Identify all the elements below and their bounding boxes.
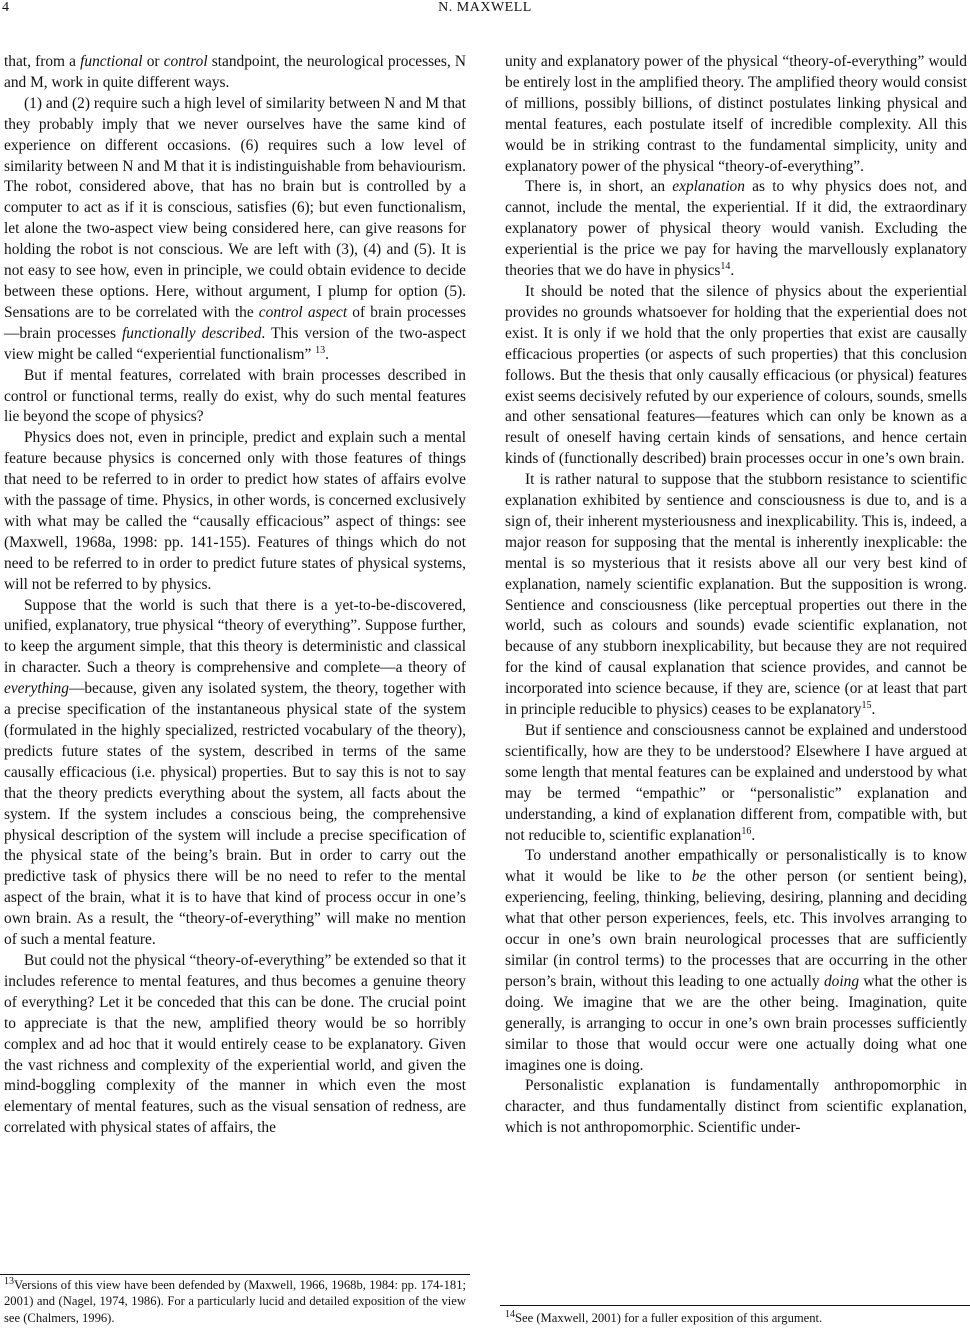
paragraph: that, from a functional or control standpoint, the neurological processes, N and M, work in quite different ways. xyxy=(4,53,466,91)
paragraph: But could not the physical “theory-of-everything” be extended so that it includes reference to mental features, and thus becomes a genuine theory of everything? Let it be conceded that this can be done. The crucial point to appreciate is that the new, amplified theory would be so horribly complex and ad hoc that it would entirely cease to be explanatory. Given the vast richness and complexity of the experiential world, and given the mind-boggling complexity of the manner in which even the most elementary of mental features, such as the visual sensation of redness, are correlated with physical states of affairs, the xyxy=(4,951,466,1137)
running-head-author: N. MAXWELL xyxy=(438,0,532,15)
paragraph: unity and explanatory power of the physical “theory-of-everything” would be entirely lost in the amplified theory. The amplified theory would consist of millions, possibly billions, of distinct postulates linking physical and mental features, each postulate itself of incredible complexity. All this would be in striking contrast to the fundamental simplicity, unity and explanatory power of the physical “theory-of-everything”. xyxy=(505,53,967,175)
paragraph: It should be noted that the silence of physics about the experiential provides no grounds whatsoever for holding that the experiential does not exist. It is only if we hold that the only properties that exist are causally efficacious properties (or aspects of such properties) that this conclusion follows. But the thesis that only causally efficacious (or physical) features exist seems decisively refuted by our experience of colours, sounds, smells and other sensational features—features which can only be known as a result of oneself having certain kinds of sensations, and hence certain kinds of (functionally described) brain processes occur in one’s own brain. xyxy=(505,282,967,468)
paragraph: To understand another empathically or personalistically is to know what it would be like to be the other person (or sentient being), experiencing, feeling, thinking, believing, desiring, planning and deciding what that other person experiences, feels, etc. This involves arranging to occur in one’s own brain neurological processes that are sufficiently similar (in control terms) to the processes that are occurring in the other person’s brain, without this leading to one actually doing what the other is doing. We imagine that we are the other being. Imagination, quite generally, is arranging to occur in one’s own brain processes sufficiently similar to those that would occur were one actually doing what one imagines one is doing. xyxy=(505,847,968,1074)
footnote-ref: 15 xyxy=(861,699,872,711)
paragraph: But if sentience and consciousness cannot be explained and understood scientifically, how are they to be understood? Elsewhere I have argued at some length that mental features can be explained and understood by what may be termed “empathic” or “personalistic” explanation and understanding, a kind of explanation different from, compatible with, but not reducible to, scientific explanation$^{16}$. xyxy=(505,722,967,844)
paragraph: Suppose that the world is such that there is a yet-to-be-discovered, unified, explanatory, true physical “theory of everything”. Suppose further, to keep the argument simple, that this theory is deterministic and classical in character. Such a theory is comprehensive and complete—a theory of everything—because, given any isolated system, the theory, together with a precise specification of the instantaneous physical state of the system (formulated in the highly specialized, restricted vocabulary of the theory), predicts future states of the system, described in terms of the same causally efficacious (i.e. physical) properties. But to say this is not to say that the theory predicts everything about the system, all facts about the system. If the system includes a conscious being, the comprehensive physical description of the system will include a precise specification of the physical state of the being’s brain. But in order to carry out the predictive task of physics there will be no need to refer to the mental aspect of the brain, what it is to have that kind of process occur in one’s own brain. As a result, the “theory-of-everything” will make no mention of such a mental feature. xyxy=(4,596,466,949)
footnote-text: Versions of this view have been defended by (Maxwell, 1966, 1968b, 1984: pp. 174-181; 2001) and (Nagel, 1974, 1986). For a particularly lucid and detailed exposition of the view see (Chalmers, 1996). xyxy=(4,1278,466,1325)
footnote-13 xyxy=(4,1277,466,1326)
paragraph: Personalistic explanation is fundamentally anthropomorphic in character, and thus fundamentally distinct from scientific explanation, which is not anthropomorphic. Scientific under- xyxy=(505,1077,967,1137)
footnote-text: See (Maxwell, 2001) for a fuller exposition of this argument. xyxy=(515,1311,823,1325)
footnote-14 xyxy=(505,1310,967,1326)
paragraph: Physics does not, even in principle, predict and explain such a mental feature because physics is concerned only with those features of things that need to be referred to in order to predict how states of affairs evolve with the passage of time. Physics, in other words, is concerned exclusively with what may be called the “causally efficacious” aspect of things: see (Maxwell, 1968a, 1998: pp. 141-155). Features of things which do not need to be referred to in order to predict future states of physical systems, will not be referred to by physics. xyxy=(4,429,466,593)
running-header xyxy=(0,0,970,22)
footnote-ref: 13 xyxy=(315,344,326,356)
left-column xyxy=(4,52,466,1139)
right-column xyxy=(505,52,967,1139)
footnote-number: 13 xyxy=(4,1275,14,1287)
footnote-number: 14 xyxy=(505,1308,515,1320)
paragraph: There is, in short, an explanation as to why physics does not, and cannot, include the mental, the experiential. If it did, the extraordinary explanatory power of physical theory would vanish. Excluding the experiential is the price we pay for having the marvellously explanatory theories that we do have in physics$^{14}$. xyxy=(505,178,967,280)
paragraph: But if mental features, correlated with brain processes described in control or functional terms, really do exist, why do such mental features lie beyond the scope of physics? xyxy=(4,366,466,426)
footnote-divider xyxy=(500,1305,970,1306)
footnote-divider xyxy=(0,1274,470,1275)
paragraph: (1) and (2) require such a high level of similarity between N and M that they probably imply that we never ourselves have the same kind of experience on different occasions. (6) requires such a low level of similarity between N and M that it is indistinguishable from behaviourism. The robot, considered above, that has no brain but is controlled by a computer to act as if it is conscious, satisfies (6); but even functionalism, let alone the two-aspect view being considered here, can give reasons for holding the robot is not conscious. We are left with (3), (4) and (5). It is not easy to see how, even in principle, we could obtain evidence to decide between these options. Here, without argument, I plump for option (5). Sensations are to be correlated with the control aspect of brain processes—brain processes functionally described. This version of the two-aspect view might be called “experiential functionalism” $^{13}$. xyxy=(4,94,467,363)
page-number: 4 xyxy=(2,0,9,15)
footnote-ref: 14 xyxy=(720,260,731,272)
footnote-ref: 16 xyxy=(741,825,752,837)
paragraph: It is rather natural to suppose that the stubborn resistance to scientific explanation exhibited by sentience and consciousness is due to, and is a sign of, their inherent mysteriousness and inexplicability. This is, indeed, a major reason for supposing that the mental is inherently inexplicable: the mental is so mysterious that it resists above all our very best kind of explanation, namely scientific explanation. But the supposition is wrong. Sentience and consciousness (like perceptual properties out there in the world, such as colours and sounds) evade scientific explanation, not because of any stubborn inexplicability, but because they are not required for the kind of causal explanation that science provides, and cannot be incorporated into science because, if they are, science (or at least that part in principle reducible to physics) ceases to be explanatory$^{15}$. xyxy=(505,471,967,719)
